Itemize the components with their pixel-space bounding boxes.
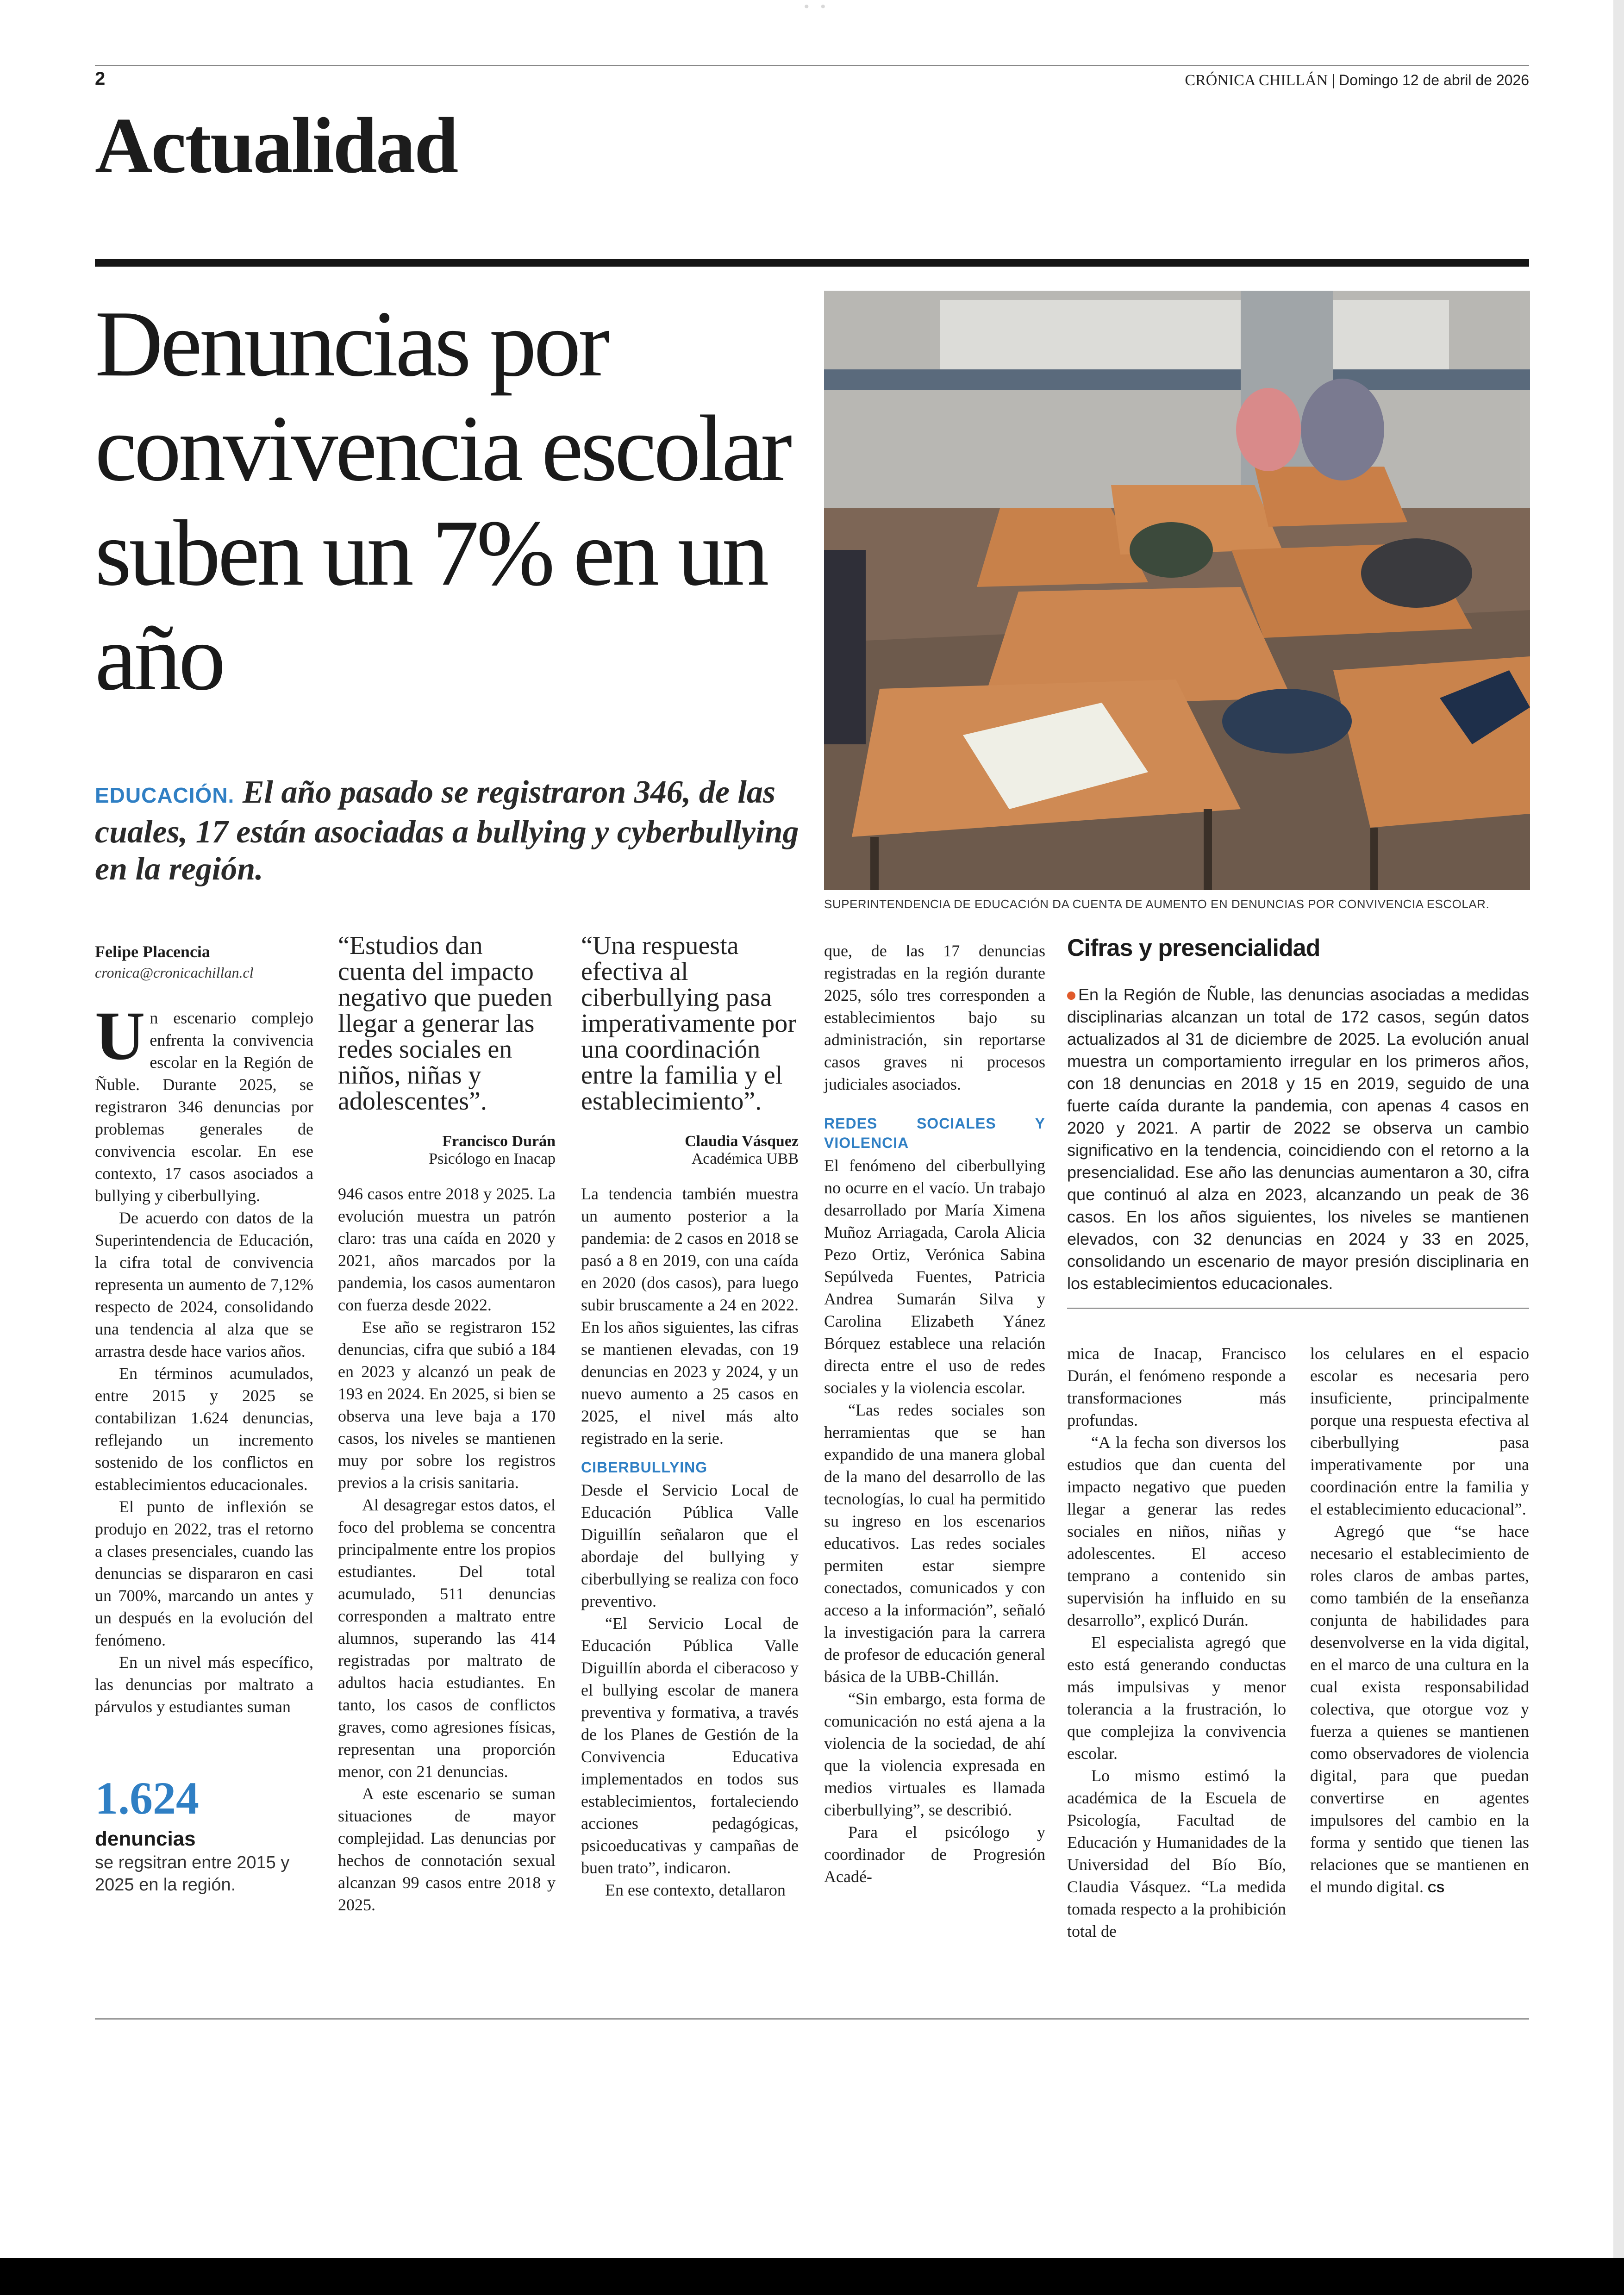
article-paragraph: De acuerdo con datos de la Superintendencia de Educación, la cifra total de convivencia representa un aumento de 7,12% respecto de 2024, consolidando una tendencia al alza que se arrastra desde hace varios años.	[95, 1209, 313, 1360]
article-paragraph: Al desagregar estos datos, el foco del problema se concentra principalmente entre los propios estudiantes. Del total acumulado, 511 denuncias corresponden a maltrato entre alumnos, superando las 414 registradas por maltrato de adultos hacia estudiantes. En tanto, los casos de conflictos graves, como agresiones físicas, representan una proporción menor, con 21 denuncias.	[338, 1496, 556, 1781]
article-paragraph: El punto de inflexión se produjo en 2022, tras el retorno a clases presenciales, cuando las denuncias se dispararon en casi un 700%, marcando un antes y un después en la evolución del fenómeno.	[95, 1497, 313, 1649]
page-dot: •	[820, 0, 826, 14]
article-paragraph: Para el psicólogo y coordinador de Progresión Acadé-	[824, 1823, 1045, 1886]
section-title: Actualidad	[95, 102, 457, 190]
stat-text: se regsitran entre 2015 y 2025 en la región.	[95, 1853, 290, 1895]
article-paragraph: En un nivel más específico, las denuncias por maltrato a párvulos y estudiantes suman	[95, 1653, 313, 1716]
article-paragraph: Un escenario complejo enfrenta la convivencia escolar en la Región de Ñuble. Durante 2025, se registraron 346 denuncias por problemas generales de convivencia escolar. En ese contexto, 17 casos asociados a bullying y ciberbullying.	[95, 998, 313, 1205]
section-rule	[95, 259, 1529, 267]
article-paragraph: Agregó que “se hace necesario el establecimiento de roles claros de ambas partes, como también de la enseñanza conjunta de habilidades para desenvolverse en la vida digital, en el marco de una cultura en la cual exista responsabilidad colectiva, que otorgue voz y fuerza a quienes se mantienen como observadores de violencia digital, para que puedan convertirse en agentes impulsores del cambio en la forma y sentido que tienen las relaciones que se mantienen en el mundo digital. CS	[1310, 1522, 1529, 1896]
classroom-photo	[824, 291, 1530, 890]
article-paragraph: 946 casos entre 2018 y 2025. La evolución muestra un patrón claro: tras una caída en 2020 y 2021, años marcados por la pandemia, los casos aumentaron con fuerza desde 2022.	[338, 1185, 556, 1314]
article-paragraph: El fenómeno del ciberbullying no ocurre en el vacío. Un trabajo desarrollado por María Ximena Muñoz Arriagada, Carola Alicia Pezo Ortiz, Verónica Sabina Sepúlveda Fuentes, Patricia Andrea Sumarán Silva y Carolina Elizabeth Yánez Bórquez establece una relación directa entre el uso de redes sociales y la violencia escolar.	[824, 1156, 1045, 1397]
deck-kicker: EDUCACIÓN.	[95, 783, 235, 807]
pull-quote-text: “Una respuesta efectiva al ciberbullying pasa imperativamente por una coordinación entre la familia y el establecimiento”.	[581, 931, 796, 1116]
article-paragraph: los celulares en el espacio escolar es necesaria pero insuficiente, principalmente porque una respuesta efectiva al ciberbullying pasa imperativamente por una coordinación entre la familia y el establecimiento educacional”.	[1310, 1344, 1529, 1518]
deck-text: El año pasado se registraron 346, de las cuales, 17 están asociadas a bullying y cyberbullying en la región.	[95, 774, 799, 887]
pull-quote-name: Claudia Vásquez	[685, 1133, 799, 1150]
byline-email: cronica@cronicachillan.cl	[95, 964, 254, 981]
issue-date: Domingo 12 de abril de 2026	[1339, 72, 1529, 88]
page-edge	[1613, 0, 1624, 2295]
article-paragraph: “El Servicio Local de Educación Pública Valle Diguillín aborda el ciberacoso y el bullying escolar de manera preventiva y formativa, a través de los Planes de Gestión de la Convivencia Educativa implementados en todos sus establecimientos, fortaleciendo acciones pedagógicas, psicoeducativas y campañas de buen trato”, indicaron.	[581, 1614, 799, 1877]
sidebar-rule	[1067, 1308, 1529, 1309]
article-column-4	[824, 940, 1045, 1888]
pull-quote-1	[338, 933, 556, 1168]
pull-quote-role: Académica UBB	[691, 1150, 799, 1167]
subhead-redes-sociales: REDES SOCIALES Y VIOLENCIA	[824, 1115, 1045, 1151]
article-paragraph: Lo mismo estimó la académica de la Escuela de Psicología, Facultad de Educación y Humanidades de la Universidad del Bío Bío, Claudia Vásquez. “La medida tomada respecto a la prohibición total de	[1067, 1766, 1286, 1940]
sidebar-body	[1067, 984, 1529, 1295]
pull-quote-name: Francisco Durán	[442, 1133, 556, 1150]
sidebar-bullet	[1067, 992, 1075, 1000]
byline-author: Felipe Placencia	[95, 942, 210, 961]
end-mark: CS	[1427, 1881, 1445, 1895]
pull-quote-text: “Estudios dan cuenta del impacto negativo que pueden llegar a generar las redes sociales en niños, niñas y adolescentes”.	[338, 931, 553, 1116]
stat-number: 1.624	[95, 1772, 199, 1824]
bottom-bar	[0, 2258, 1624, 2295]
article-paragraph: En términos acumulados, entre 2015 y 2025 se contabilizan 1.624 denuncias, reflejando un incremento sostenido de los conflictos en establecimientos educacionales.	[95, 1364, 313, 1494]
sidebar-text: En la Región de Ñuble, las denuncias asociadas a medidas disciplinarias alcanzan un total de 172 casos, según datos actualizados al 31 de diciembre de 2025. La evolución anual muestra un comportamiento irregular en los primeros años, con 18 denuncias en 2018 y 15 en 2019, seguido de una fuerte caída durante la pandemia, con apenas 4 casos en 2020 y 2021. A partir de 2022 se observa un cambio significativo en la tendencia, coincidiendo con el retorno a la presencialidad. Ese año las denuncias aumentaron a 30, cifra que continuó al alza en 2023, alcanzando un peak de 36 casos. En los años siguientes, los niveles se mantienen elevados, con 32 denuncias en 2024 y 33 en 2025, consolidando un escenario de mayor presión disciplinaria en los establecimientos educacionales.	[1067, 985, 1529, 1293]
article-column-2	[338, 1183, 556, 1916]
article-column-1	[95, 998, 313, 1718]
deck	[95, 774, 817, 888]
page-number: 2	[95, 69, 106, 89]
article-paragraph: mica de Inacap, Francisco Durán, el fenómeno responde a transformaciones más profundas.	[1067, 1344, 1286, 1429]
article-paragraph: En ese contexto, detallaron	[605, 1881, 786, 1899]
article-paragraph: “Sin embargo, esta forma de comunicación no está ajena a la violencia de la sociedad, de ahí que la violencia expresada en medios virtuales es llamada ciberbullying”, se describió.	[824, 1690, 1045, 1819]
bottom-rule	[95, 2018, 1529, 2020]
headline: Denuncias por convivencia escolar suben un 7% en un año	[95, 292, 790, 710]
article-paragraph: Ese año se registraron 152 denuncias, cifra que subió a 184 en 2023 y alcanzó un peak de 193 en 2024. En 2025, si bien se observa una leve baja a 170 casos, los niveles se mantienen muy por sobre los registros previos a la crisis sanitaria.	[338, 1318, 556, 1492]
drop-cap: U	[95, 998, 145, 1074]
subhead-ciberbullying: CIBERBULLYING	[581, 1459, 708, 1476]
article-column-6	[1310, 1342, 1529, 1899]
folio	[1185, 72, 1529, 89]
pull-quote-2	[581, 933, 799, 1168]
publication-name: CRÓNICA CHILLÁN	[1185, 72, 1328, 89]
pull-quote-role: Psicólogo en Inacap	[429, 1150, 556, 1167]
header-rule	[95, 65, 1529, 66]
article-paragraph: Desde el Servicio Local de Educación Pública Valle Diguillín señalaron que el abordaje del bullying y ciberbullying se realiza con foco preventivo.	[581, 1481, 799, 1610]
article-paragraph: A este escenario se suman situaciones de mayor complejidad. Las denuncias por hechos de connotación sexual alcanzan 99 casos entre 2018 y 2025.	[338, 1784, 556, 1914]
stat-label: denuncias	[95, 1827, 196, 1850]
page-indicator	[782, 0, 847, 14]
classroom-illustration	[824, 291, 1530, 890]
article-paragraph: “A la fecha son diversos los estudios que dan cuenta del impacto negativo que pueden llegar a generar las redes sociales en niños, niñas y adolescentes. El acceso temprano a contenido sin supervisión ha influido en su desarrollo”, explicó Durán.	[1067, 1433, 1286, 1629]
photo-caption: SUPERINTENDENCIA DE EDUCACIÓN DA CUENTA DE AUMENTO EN DENUNCIAS POR CONVIVENCIA ESCOLAR.	[824, 897, 1490, 911]
article-paragraph: “Las redes sociales son herramientas que se han expandido de una manera global de la mano del desarrollo de las tecnologías, lo cual ha permitido su ingreso en los escenarios educativos. Las redes sociales permiten estar siempre conectados, comunicados y con acceso a la información”, señaló la investigación para la carrera de profesor de educación general básica de la UBB-Chillán.	[824, 1401, 1045, 1686]
article-paragraph: que, de las 17 denuncias registradas en la región durante 2025, sólo tres corresponden a establecimientos bajo su administración, sin reportarse casos graves ni procesos judiciales asociados.	[824, 942, 1045, 1093]
article-column-5	[1067, 1342, 1286, 1942]
article-paragraph: La tendencia también muestra un aumento posterior a la pandemia: de 2 casos en 2018 se pasó a 8 en 2019, con una caída en 2020 (dos casos), para luego subir bruscamente a 24 en 2022. En los años siguientes, las cifras se mantienen elevadas, con 19 denuncias en 2023 y 2024, y un nuevo aumento a 25 casos en 2025, el nivel más alto registrado en la serie.	[581, 1185, 799, 1447]
folio-separator: |	[1331, 72, 1339, 89]
page-dot: •	[804, 0, 809, 14]
article-column-3	[581, 1183, 799, 1901]
article-paragraph: El especialista agregó que esto está generando conductas más impulsivas y menor tolerancia a la frustración, lo que complejiza la convivencia escolar.	[1067, 1633, 1286, 1763]
sidebar-title: Cifras y presencialidad	[1067, 935, 1320, 961]
